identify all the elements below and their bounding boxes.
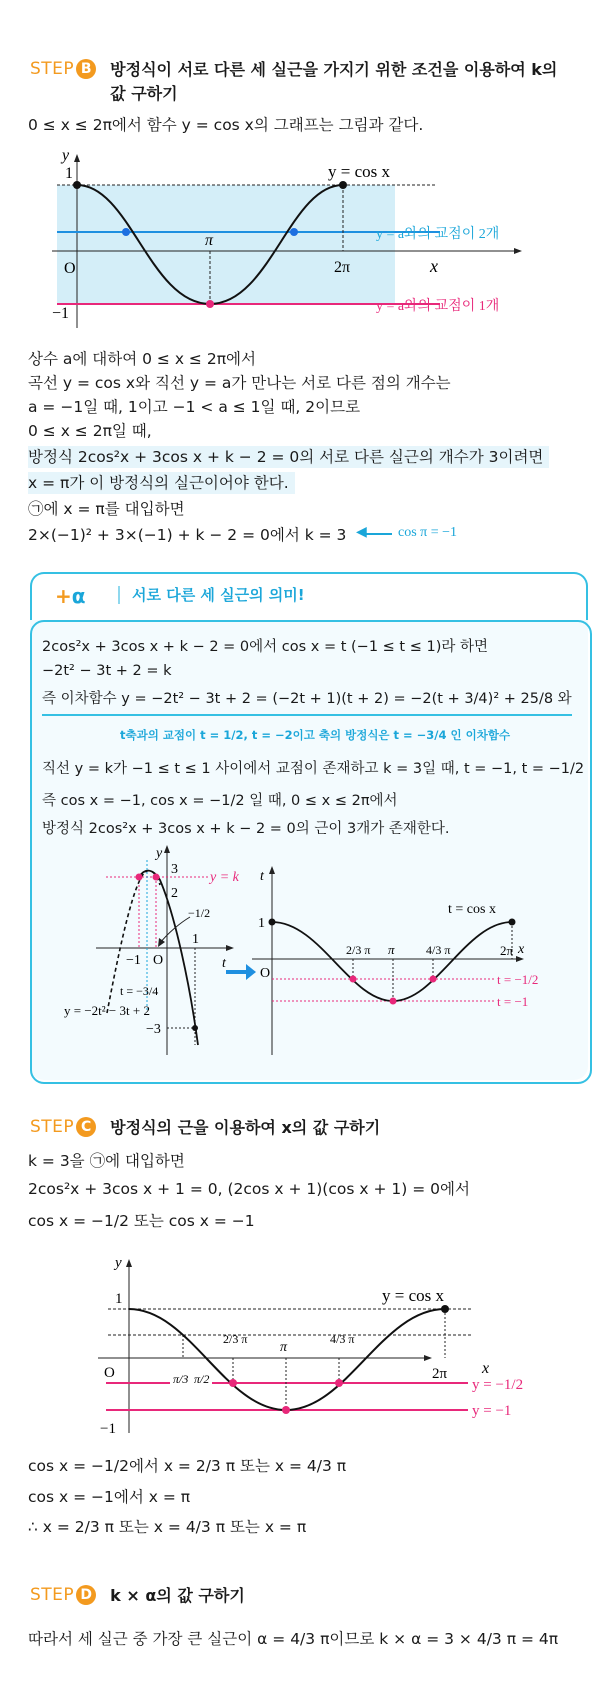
- step-badge-c: C: [76, 1117, 96, 1137]
- step-badge-d: D: [76, 1585, 96, 1605]
- origin-label: O: [64, 260, 76, 277]
- tick-1: 1: [65, 165, 73, 182]
- stepc-line2: 2cos²x + 3cos x + 1 = 0, (2cos x + 1)(cos x + 1) = 0에서: [28, 1180, 470, 1198]
- svg-text:t = −1: t = −1: [497, 994, 529, 1009]
- svg-text:x: x: [482, 1360, 490, 1377]
- svg-text:π: π: [388, 942, 395, 957]
- stepd-conclusion: 따라서 세 실근 중 가장 큰 실근이 α = 4/3 π이므로 k × α = 3 × 4/3 π = 4π: [28, 1630, 559, 1648]
- para2-line1: cos x = −1/2에서 x = 2/3 π 또는 x = 4/3 π: [28, 1457, 347, 1475]
- svg-text:y: y: [156, 846, 163, 861]
- t-cos-graph: [250, 860, 550, 1060]
- plus-alpha-header: [30, 572, 588, 620]
- y-axis-label: y: [62, 150, 70, 164]
- svg-text:t = −3/4: t = −3/4: [120, 984, 159, 998]
- step-c-title: 방정식의 근을 이용하여 x의 값 구하기: [110, 1118, 381, 1137]
- alpha-annotation: t축과의 교점이 t = 1/2, t = −2이고 축의 방정식은 t = −3/4 인 이차함수: [120, 728, 511, 742]
- curve-label: y = cos x: [328, 162, 390, 181]
- svg-text:O: O: [153, 953, 164, 968]
- svg-text:y = −1: y = −1: [472, 1403, 512, 1419]
- svg-text:2/3 π: 2/3 π: [346, 943, 371, 957]
- step-badge-b: B: [76, 59, 96, 79]
- svg-text:4/3 π: 4/3 π: [330, 1332, 355, 1346]
- svg-text:O: O: [260, 966, 271, 981]
- para1-line7: ㉠에 x = π를 대입하면: [28, 500, 185, 518]
- step-b-header: [30, 58, 560, 106]
- cosine-graph-roots: [60, 1255, 600, 1435]
- svg-text:2: 2: [171, 886, 178, 901]
- arrow-left-icon: ◀: [356, 525, 367, 540]
- svg-text:x: x: [518, 942, 525, 957]
- svg-text:π: π: [280, 1340, 288, 1355]
- svg-text:t: t: [222, 956, 226, 971]
- step-b-title: 방정식이 서로 다른 세 실근을 가지기 위한 조건을 이용하여 k의 값 구하기: [110, 60, 558, 103]
- step-label: STEP: [30, 1117, 75, 1137]
- stepc-line3: cos x = −1/2 또는 cos x = −1: [28, 1212, 255, 1230]
- para1-line4: 0 ≤ x ≤ 2π일 때,: [28, 422, 152, 440]
- para1-line2: 곡선 y = cos x와 직선 y = a가 만나는 서로 다른 점의 개수는: [28, 374, 451, 392]
- tick-pi: π: [205, 232, 214, 249]
- svg-text:1: 1: [192, 932, 199, 947]
- note-cos-pi: cos π = −1: [398, 525, 458, 540]
- step-d-title: k × α의 값 구하기: [110, 1586, 245, 1605]
- para1-line3: a = −1일 때, 1이고 −1 < a ≤ 1일 때, 2이므로: [28, 398, 361, 416]
- para1-line6-highlight: x = π가 이 방정식의 실근이어야 한다.: [28, 472, 295, 494]
- tick-2pi: 2π: [334, 259, 351, 276]
- intro-text: 0 ≤ x ≤ 2π에서 함수 y = cos x의 그래프는 그림과 같다.: [28, 116, 424, 134]
- svg-text:t = cos x: t = cos x: [448, 902, 496, 917]
- plus-alpha-title: 서로 다른 세 실근의 의미!: [132, 586, 305, 604]
- para1-line1: 상수 a에 대하여 0 ≤ x ≤ 2π에서: [28, 350, 256, 368]
- alpha-line6: 즉 cos x = −1, cos x = −1/2 일 때, 0 ≤ x ≤ 2π에서: [42, 793, 398, 809]
- svg-text:4/3 π: 4/3 π: [426, 943, 451, 957]
- svg-text:y = cos x: y = cos x: [382, 1286, 444, 1305]
- alpha-line3: 즉 이차함수 y = −2t² − 3t + 2 = (−2t + 1)(t + 2) = −2(t + 3/4)² + 25/8 와: [42, 688, 572, 716]
- alpha-line1: 2cos²x + 3cos x + k − 2 = 0에서 cos x = t (−1 ≤ t ≤ 1)라 하면: [42, 639, 488, 655]
- svg-text:t = −1/2: t = −1/2: [497, 972, 539, 987]
- para2-line3: ∴ x = 2/3 π 또는 x = 4/3 π 또는 x = π: [28, 1518, 307, 1536]
- blue-line-label: y = a와의 교점이 2개: [376, 227, 500, 242]
- stepc-line1: k = 3을 ㉠에 대입하면: [28, 1152, 185, 1170]
- svg-text:2π: 2π: [500, 943, 514, 958]
- svg-text:1: 1: [258, 916, 265, 931]
- svg-text:y = −1/2: y = −1/2: [472, 1377, 524, 1393]
- svg-text:y = k: y = k: [210, 870, 239, 885]
- cosine-graph-intersections: [0, 150, 615, 330]
- svg-text:−1/2: −1/2: [188, 906, 211, 920]
- svg-text:O: O: [104, 1365, 115, 1381]
- svg-text:3: 3: [171, 862, 178, 877]
- plus-alpha-icon: +α: [55, 584, 86, 608]
- para1-line5-highlight: 방정식 2cos²x + 3cos x + k − 2 = 0의 서로 다른 실근의 개수가 3이려면: [28, 446, 549, 468]
- pink-line-label: y = a와의 교점이 1개: [376, 299, 500, 314]
- tick-neg1: −1: [52, 305, 70, 322]
- step-d-header: [30, 1584, 560, 1608]
- svg-text:y: y: [115, 1255, 122, 1271]
- svg-text:−3: −3: [146, 1022, 161, 1037]
- step-label: STEP: [30, 59, 75, 79]
- svg-text:−1: −1: [126, 953, 141, 968]
- svg-text:1: 1: [115, 1291, 123, 1307]
- alpha-line2: −2t² − 3t + 2 = k: [42, 663, 172, 679]
- quadratic-graph: [40, 845, 250, 1060]
- alpha-line7: 방정식 2cos²x + 3cos x + k − 2 = 0의 근이 3개가 존재한다.: [42, 821, 450, 837]
- svg-text:π/2: π/2: [194, 1372, 210, 1386]
- x-axis-label: x: [430, 256, 438, 276]
- svg-text:2/3 π: 2/3 π: [223, 1332, 248, 1346]
- step-c-header: [30, 1116, 560, 1140]
- svg-text:−1: −1: [100, 1421, 116, 1435]
- svg-text:y = −2t² − 3t + 2: y = −2t² − 3t + 2: [64, 1003, 150, 1018]
- divider: [118, 586, 120, 604]
- step-label: STEP: [30, 1585, 75, 1605]
- svg-text:π/3: π/3: [173, 1372, 189, 1386]
- svg-text:t: t: [260, 869, 264, 884]
- alpha-line5: 직선 y = k가 −1 ≤ t ≤ 1 사이에서 교점이 존재하고 k = 3일 때, t = −1, t = −1/2: [42, 761, 585, 777]
- para2-line2: cos x = −1에서 x = π: [28, 1488, 191, 1506]
- svg-text:2π: 2π: [432, 1366, 448, 1382]
- para1-line8: 2×(−1)² + 3×(−1) + k − 2 = 0에서 k = 3: [28, 526, 347, 544]
